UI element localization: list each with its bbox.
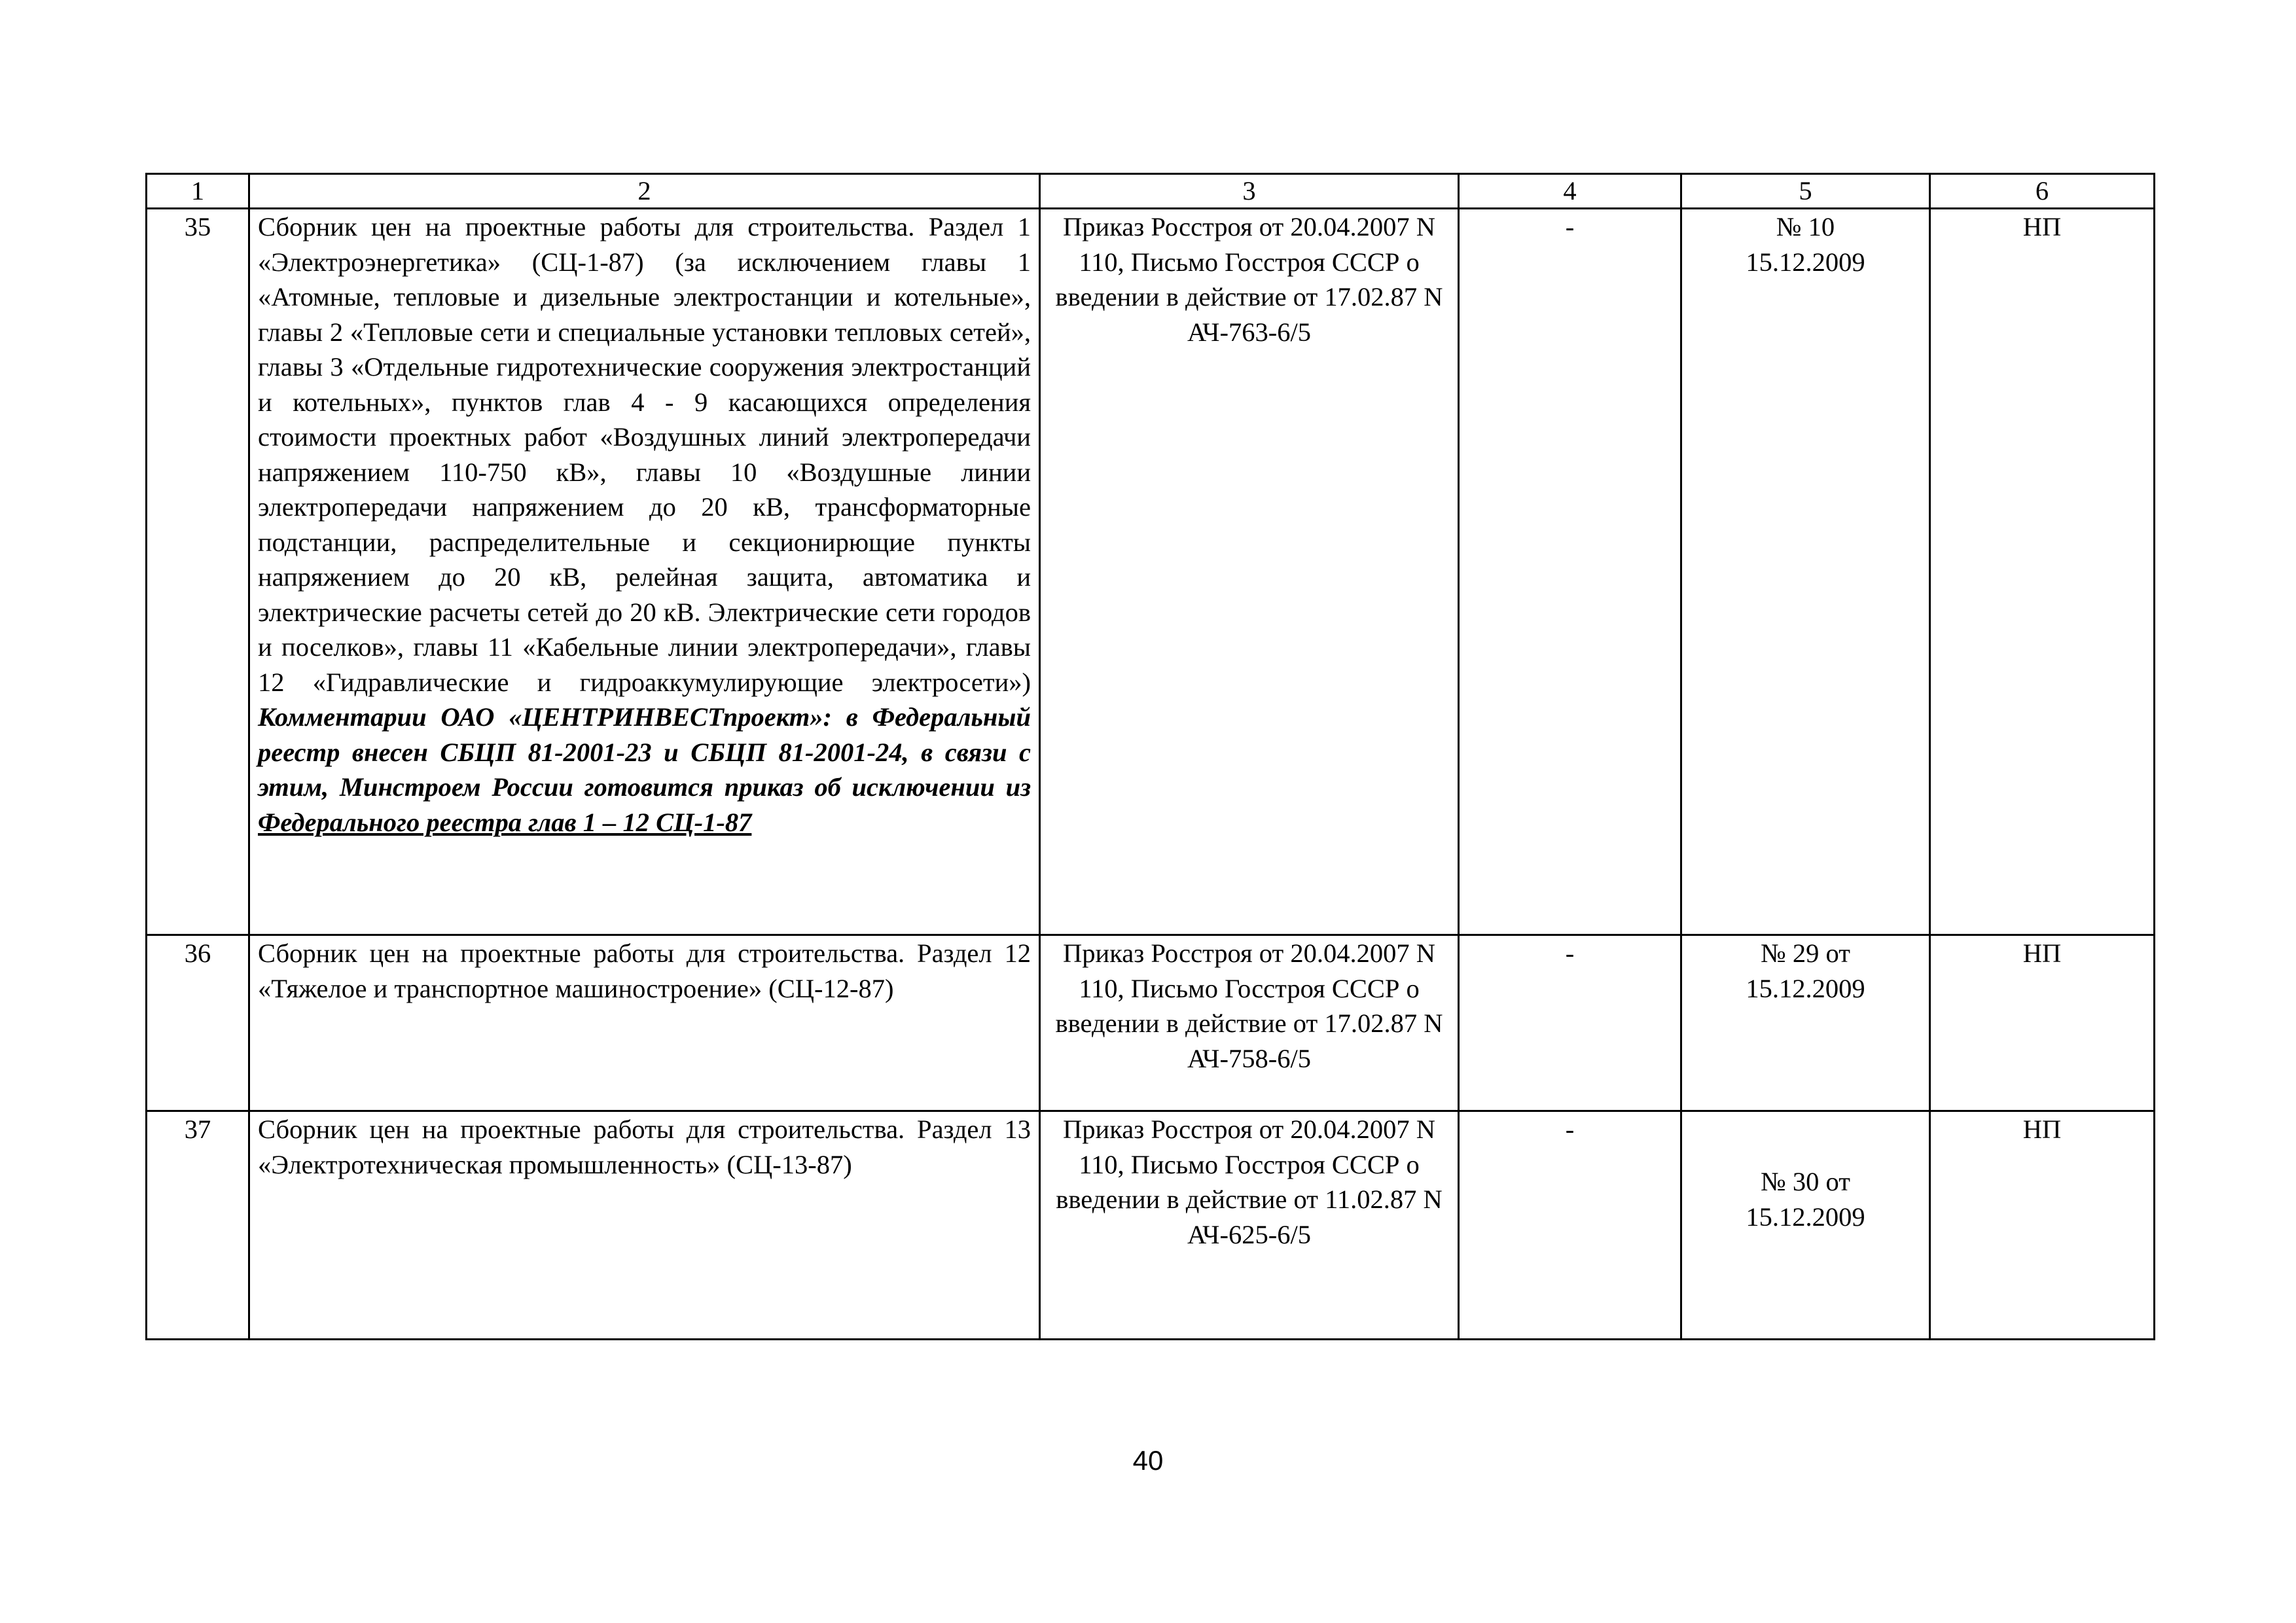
header-row [147,174,2155,209]
row-col4: - [1459,209,1681,935]
comment-text-underlined: Федерального реестра глав 1 – 12 СЦ-1-87 [258,807,752,837]
header-cell-3: 3 [1040,174,1459,209]
col5-text: № 29 от 15.12.2009 [1746,938,1865,1003]
header-cell-4: 4 [1459,174,1681,209]
row-col6: НП [1930,935,2155,1111]
row-description: Сборник цен на проектные работы для строительства. Раздел 13 «Электротехническая промышленность» (СЦ-13-87) [249,1111,1040,1340]
row-col4: - [1459,1111,1681,1340]
col5-text: № 30 от 15.12.2009 [1746,1167,1865,1232]
row-col5 [1681,935,1930,1111]
header-cell-5: 5 [1681,174,1930,209]
row-number: 35 [147,209,249,935]
row-number: 37 [147,1111,249,1340]
header-cell-2: 2 [249,174,1040,209]
row-col5 [1681,209,1930,935]
row-col6: НП [1930,209,2155,935]
row-col6: НП [1930,1111,2155,1340]
table-row-35 [147,209,2155,935]
row-col5 [1681,1111,1930,1340]
col5-text: № 10 15.12.2009 [1746,212,1865,277]
page-number: 40 [1132,1445,1164,1476]
header-cell-1: 1 [147,174,249,209]
row-reference: Приказ Росстроя от 20.04.2007 N 110, Письмо Госстроя СССР о введении в действие от 11.02.87 N АЧ-625-6/5 [1040,1111,1459,1340]
row-reference: Приказ Росстроя от 20.04.2007 N 110, Письмо Госстроя СССР о введении в действие от 17.02.87 N АЧ-758-6/5 [1040,935,1459,1111]
description-text: Сборник цен на проектные работы для строительства. Раздел 1 «Электроэнергетика» (СЦ-1-87) (за исключением главы 1 «Атомные, тепловые и дизельные электростанции и котельные», главы 2 «Тепловые сети и специальные установки тепловых сетей», главы 3 «Отдельные гидротехнические сооружения электростанций и котельных», пунктов глав 4 - 9 касающихся определения стоимости проектных работ «Воздушных линий электропередачи напряжением 110-750 кВ», главы 10 «Воздушные линии электропередачи напряжением до 20 кВ, трансформаторные подстанции, распределительные и секционирющие пункты напряжением до 20 кВ, релейная защита, автоматика и электрические расчеты сетей до 20 кВ. Электрические сети городов и поселков», главы 11 «Кабельные линии электропередачи», главы 12 «Гидравлические и гидроаккумулирующие электросети») [258,212,1031,697]
table-row-36 [147,935,2155,1111]
registry-table [145,173,2155,1340]
table-row-37 [147,1111,2155,1340]
row-number: 36 [147,935,249,1111]
row-description: Сборник цен на проектные работы для строительства. Раздел 12 «Тяжелое и транспортное машиностроение» (СЦ-12-87) [249,935,1040,1111]
comment-text: Комментарии ОАО «ЦЕНТРИНВЕСТпроект»: в Федеральный реестр внесен СБЦП 81-2001-23 и СБЦП 81-2001-24, в связи с этим, Минстроем России готовится приказ об исключении из [258,702,1031,802]
row-col4: - [1459,935,1681,1111]
row-description [249,209,1040,935]
header-cell-6: 6 [1930,174,2155,209]
row-reference: Приказ Росстроя от 20.04.2007 N 110, Письмо Госстроя СССР о введении в действие от 17.02.87 N АЧ-763-6/5 [1040,209,1459,935]
